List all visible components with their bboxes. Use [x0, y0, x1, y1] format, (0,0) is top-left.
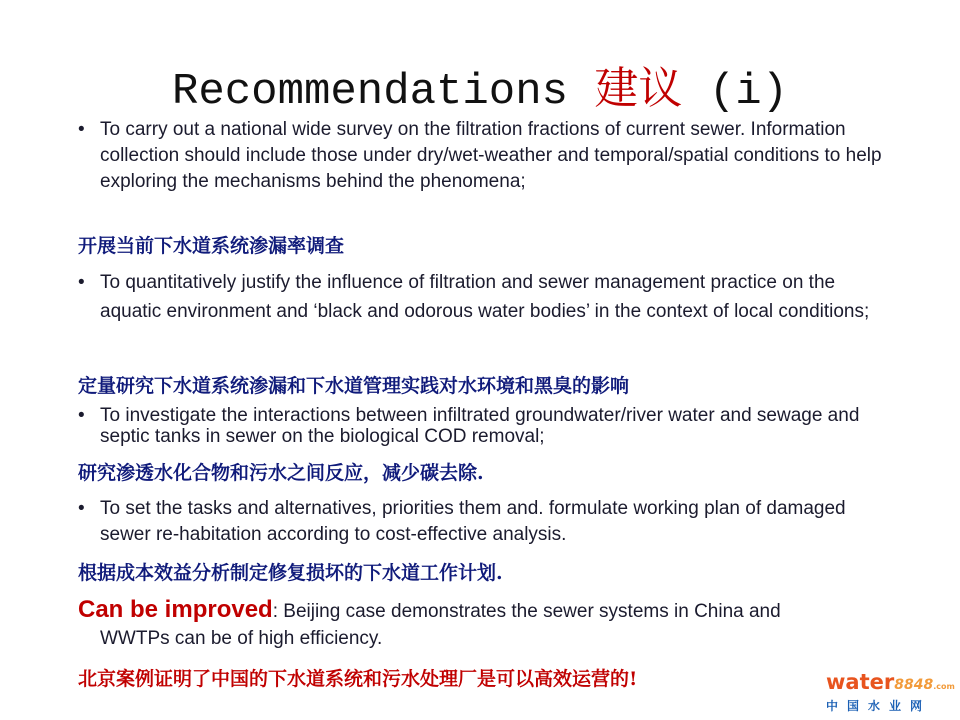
- cn-line-5: 北京案例证明了中国的下水道系统和污水处理厂是可以高效运营的!: [78, 668, 638, 690]
- improved-heading: Can be improved: [78, 596, 273, 623]
- improved-paragraph: [78, 596, 898, 652]
- bullet-text: To quantitatively justify the influence of filtration and sewer management practice on the aquatic environment and ‘black and odorous water bodies’ in the context of local conditions;: [100, 272, 870, 322]
- improved-text: : Beijing case demonstrates the sewer systems in China and: [272, 601, 781, 622]
- water8848-logo: [826, 671, 954, 715]
- title-suffix: (i): [682, 67, 789, 117]
- bullet-text: To set the tasks and alternatives, priorities them and. formulate working plan of damaged sewer re-habitation according to cost-effective analysis.: [100, 498, 846, 545]
- bullet-2: [78, 268, 893, 326]
- bullet-text: To investigate the interactions between infiltrated groundwater/river water and sewage and septic tanks in sewer on the biological COD removal;: [100, 405, 860, 447]
- title-cn: 建议: [594, 63, 683, 114]
- slide-title: [0, 52, 960, 117]
- cn-line-1: 开展当前下水道系统渗漏率调查: [78, 235, 345, 257]
- logo-brand-number: 8848: [894, 677, 934, 693]
- bullet-dot: •: [78, 498, 85, 519]
- cn-line-4: 根据成本效益分析制定修复损坏的下水道工作计划.: [78, 562, 503, 584]
- bullet-dot: •: [78, 272, 85, 293]
- logo-brand: [826, 671, 954, 698]
- title-main: Recommendations: [171, 67, 595, 117]
- bullet-1: [78, 117, 893, 195]
- improved-continuation: WWTPs can be of high efficiency.: [100, 628, 383, 649]
- cn-line-2: 定量研究下水道系统渗漏和下水道管理实践对水环境和黑臭的影响: [78, 375, 630, 397]
- bullet-text: To carry out a national wide survey on the filtration fractions of current sewer. Information collection should include those under dry/wet-weather and temporal/spatial conditions to help exploring the mechanisms behind the phenomena;: [100, 119, 882, 192]
- bullet-dot: •: [78, 119, 85, 140]
- bullet-4: [78, 496, 893, 548]
- bullet-3: [78, 405, 893, 447]
- logo-subtitle: 中国水业网: [826, 699, 932, 713]
- logo-brand-domain: .com: [933, 682, 955, 691]
- bullet-dot: •: [78, 405, 85, 426]
- cn-line-3: 研究渗透水化合物和污水之间反应，减少碳去除.: [78, 462, 484, 484]
- logo-brand-word: water: [826, 670, 895, 694]
